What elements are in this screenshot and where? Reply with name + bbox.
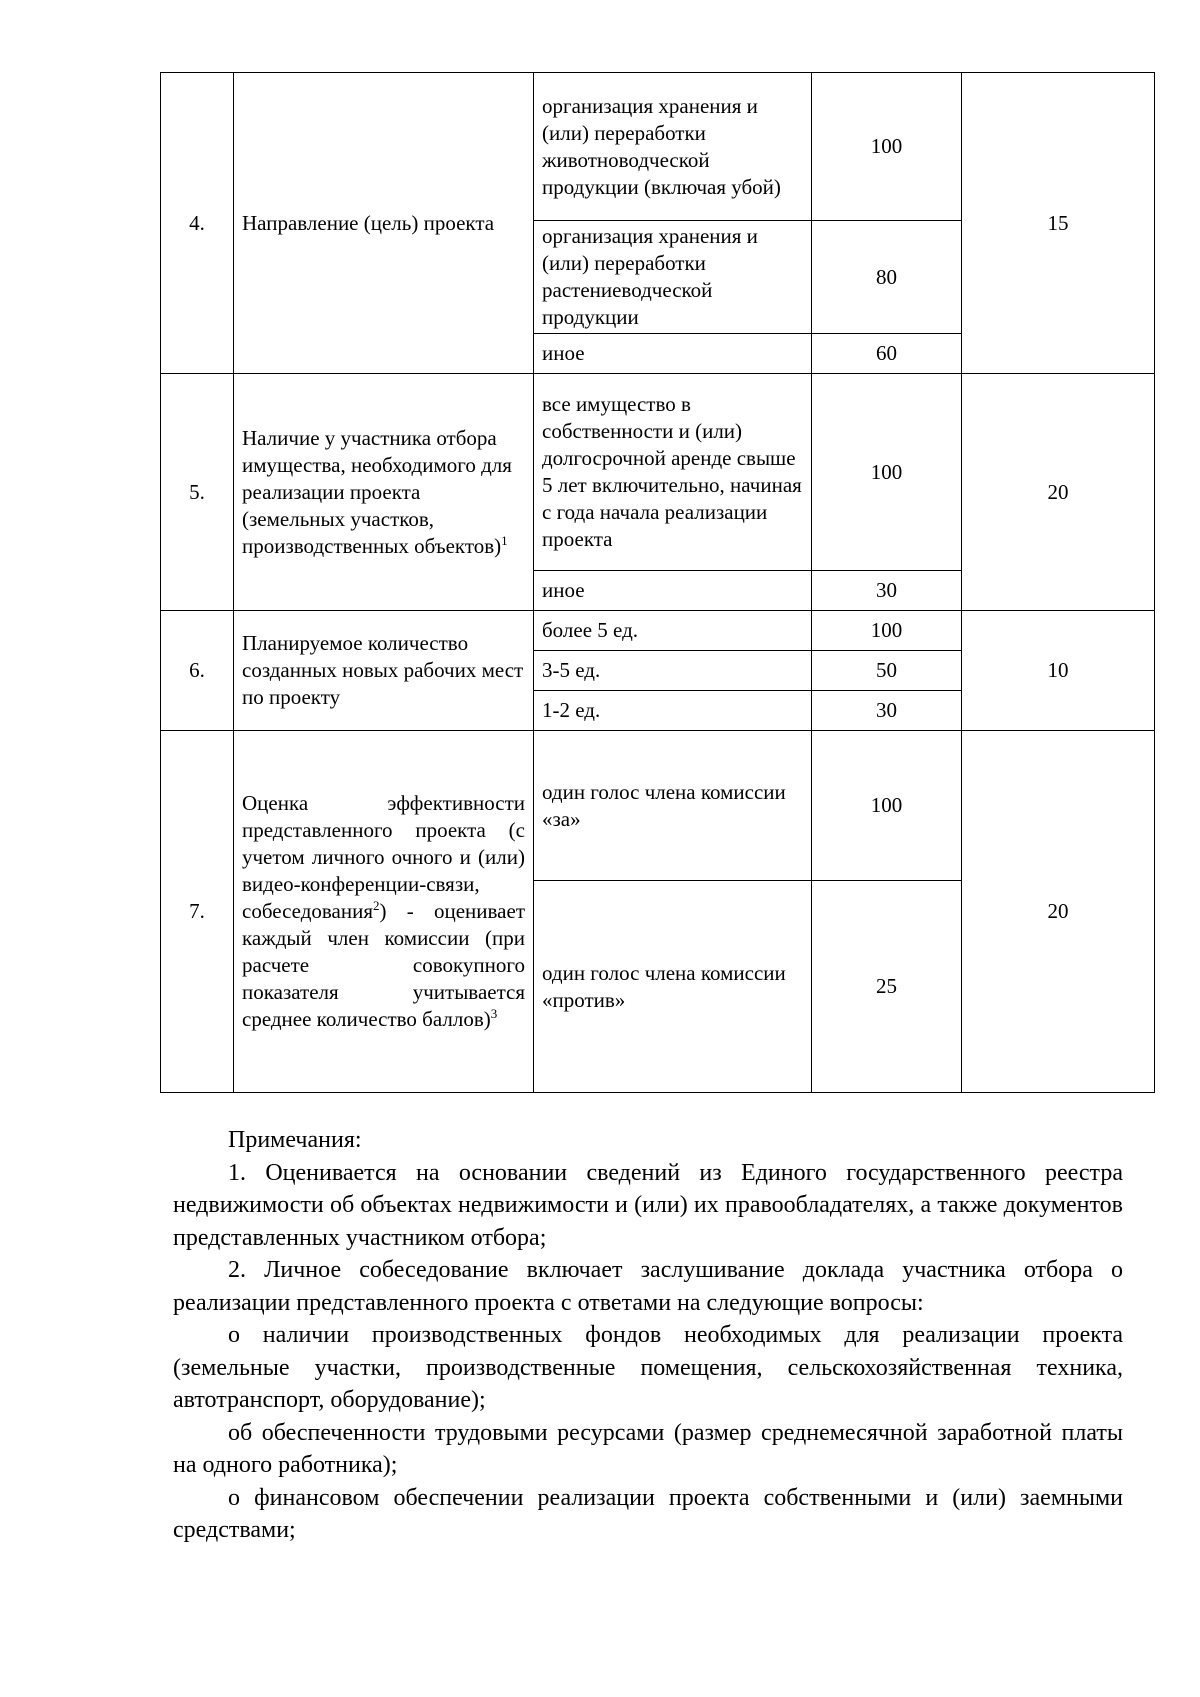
option-score: 100: [812, 731, 962, 881]
option-text: организация хранения и (или) переработки животноводческой продукции (включая убой): [534, 73, 812, 221]
criterion-weight: 20: [962, 374, 1155, 611]
row-number: 7.: [161, 731, 234, 1093]
criterion-weight: 15: [962, 73, 1155, 374]
criterion-text: [234, 731, 534, 1093]
footnote-marker: 1: [501, 532, 508, 548]
option-score: 100: [812, 611, 962, 651]
table-row: [161, 731, 1155, 881]
option-text: 1-2 ед.: [534, 691, 812, 731]
footnote-marker: 2: [372, 898, 380, 913]
footnote-marker: 3: [490, 1006, 498, 1021]
criterion-text-part2: ) - оценивает каждый член комиссии (при расчете совокупного показателя учитывается среднее количество баллов): [242, 899, 525, 1031]
table-row: [161, 374, 1155, 571]
option-score: 25: [812, 881, 962, 1093]
option-text: один голос члена комиссии «за»: [534, 731, 812, 881]
note-paragraph: о наличии производственных фондов необходимых для реализации проекта (земельные участки, производственные помещения, сельскохозяйственная техника, автотранспорт, оборудование);: [173, 1322, 1123, 1413]
note-paragraph: о финансовом обеспечении реализации проекта собственными и (или) заемными средствами;: [173, 1484, 1123, 1543]
option-score: 100: [812, 73, 962, 221]
option-text: все имущество в собственности и (или) долгосрочной аренде свыше 5 лет включительно, начиная с года начала реализации проекта: [534, 374, 812, 571]
criterion-weight: 10: [962, 611, 1155, 731]
notes-section: [173, 1124, 1123, 1547]
table-row: [161, 611, 1155, 651]
option-text: иное: [534, 334, 812, 374]
row-number: 4.: [161, 73, 234, 374]
criteria-table: [160, 72, 1155, 1093]
option-score: 50: [812, 651, 962, 691]
option-score: 30: [812, 571, 962, 611]
option-score: 80: [812, 221, 962, 334]
notes-heading: Примечания:: [228, 1127, 362, 1153]
option-score: 60: [812, 334, 962, 374]
criterion-text: [234, 374, 534, 611]
option-text: один голос члена комиссии «против»: [534, 881, 812, 1093]
option-score: 30: [812, 691, 962, 731]
option-text: более 5 ед.: [534, 611, 812, 651]
table-row: [161, 73, 1155, 221]
criterion-text: Планируемое количество созданных новых рабочих мест по проекту: [234, 611, 534, 731]
row-number: 5.: [161, 374, 234, 611]
criterion-text-part1: Оценка эффективности представленного проекта (с учетом личного очного и (или) видео-конференции-связи, собеседования: [242, 791, 525, 923]
criterion-main-text: Наличие у участника отбора имущества, необходимого для реализации проекта (земельных участков, производственных объектов): [242, 425, 512, 558]
option-score: 100: [812, 374, 962, 571]
option-text: организация хранения и (или) переработки растениеводческой продукции: [534, 221, 812, 334]
option-text: иное: [534, 571, 812, 611]
note-paragraph: об обеспеченности трудовыми ресурсами (размер среднемесячной заработной платы на одного работника);: [173, 1419, 1123, 1478]
criterion-weight: 20: [962, 731, 1155, 1093]
row-number: 6.: [161, 611, 234, 731]
note-paragraph: 1. Оценивается на основании сведений из Единого государственного реестра недвижимости об объектах недвижимости и (или) их правообладателях, а также документов представленных участником отбора;: [173, 1159, 1123, 1251]
criterion-text: Направление (цель) проекта: [234, 73, 534, 374]
note-paragraph: 2. Личное собеседование включает заслушивание доклада участника отбора о реализации представленного проекта с ответами на следующие вопросы:: [173, 1257, 1123, 1316]
option-text: 3-5 ед.: [534, 651, 812, 691]
